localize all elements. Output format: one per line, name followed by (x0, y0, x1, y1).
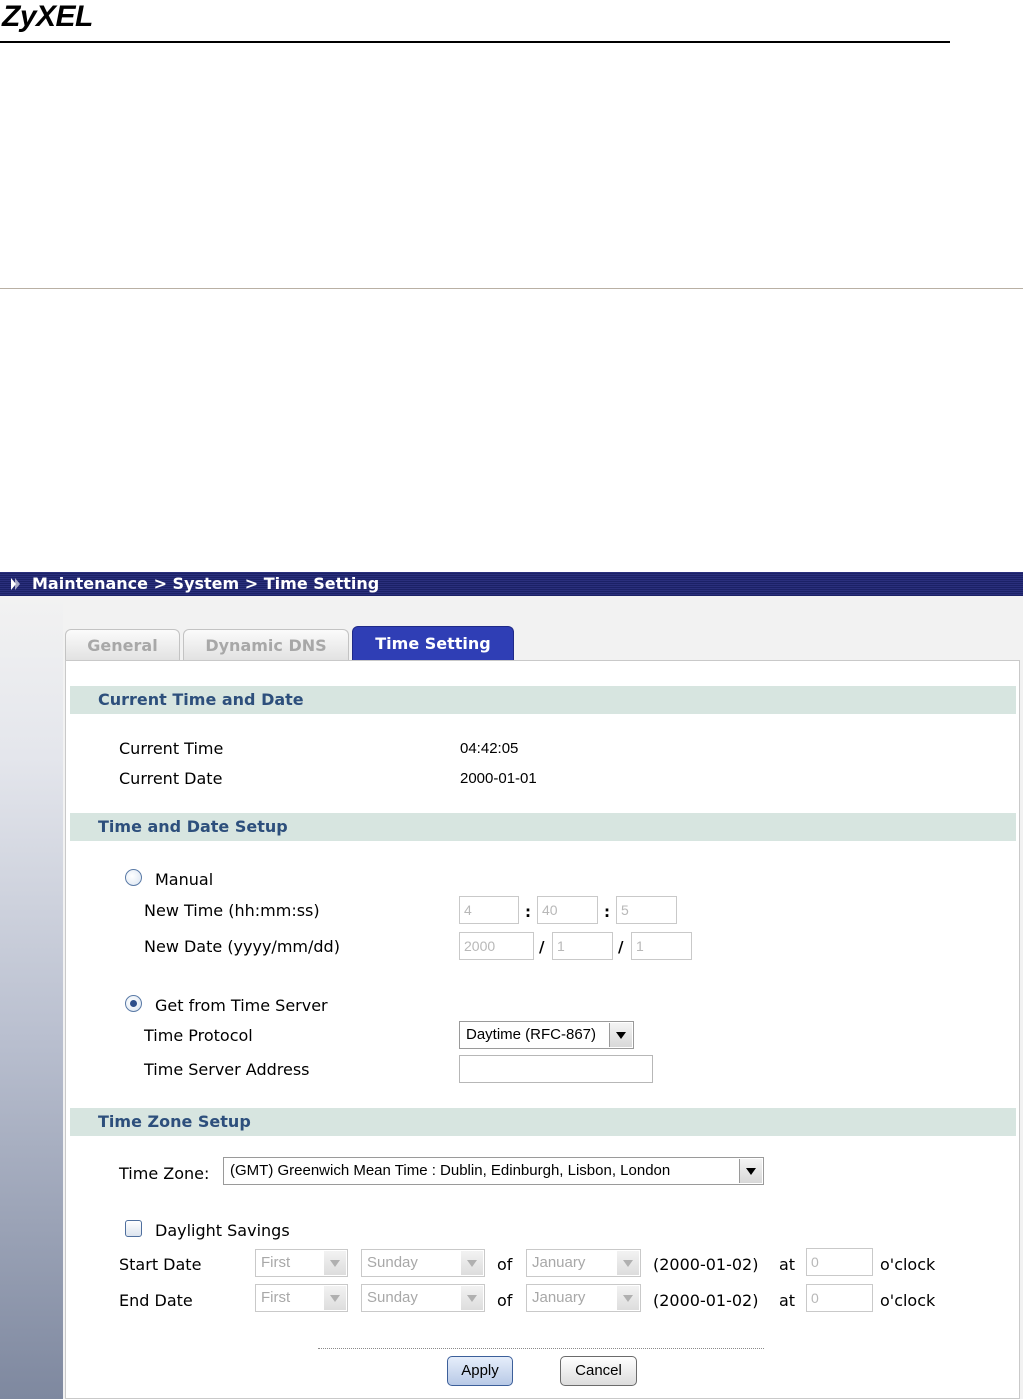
actions-divider (318, 1348, 764, 1349)
start-day-value: Sunday (367, 1254, 418, 1271)
current-time-value: 04:42:05 (460, 740, 519, 757)
end-computed-date: (2000-01-02) (653, 1291, 759, 1310)
of-label: of (497, 1255, 513, 1274)
end-date-label: End Date (119, 1291, 193, 1310)
start-date-label: Start Date (119, 1255, 202, 1274)
time-zone-label: Time Zone: (119, 1164, 210, 1183)
start-computed-date: (2000-01-02) (653, 1255, 759, 1274)
current-date-value: 2000-01-01 (460, 770, 537, 787)
breadcrumb: Maintenance > System > Time Setting (32, 574, 380, 593)
start-week-value: First (261, 1254, 291, 1271)
zyxel-logo: ZyXEL (2, 0, 93, 33)
cancel-button[interactable]: Cancel (560, 1356, 637, 1386)
time-separator: : (525, 903, 531, 921)
separator-rule (0, 288, 1023, 289)
end-hour-input[interactable]: 0 (806, 1284, 873, 1312)
end-day-value: Sunday (367, 1289, 418, 1306)
date-separator: / (618, 938, 624, 956)
header-rule (0, 41, 950, 43)
new-date-day-input[interactable]: 1 (631, 932, 692, 960)
time-protocol-value: Daytime (RFC-867) (466, 1026, 597, 1043)
start-week-select[interactable] (255, 1249, 348, 1277)
at-label: at (779, 1255, 796, 1274)
time-separator: : (604, 903, 610, 921)
end-month-value: January (532, 1289, 586, 1306)
oclock-label: o'clock (880, 1291, 936, 1310)
start-hour-input[interactable]: 0 (806, 1248, 873, 1276)
chevron-down-icon[interactable] (324, 1251, 346, 1275)
new-time-label: New Time (hh:mm:ss) (144, 901, 320, 920)
daylight-savings-checkbox[interactable] (125, 1220, 142, 1237)
time-protocol-select[interactable] (459, 1021, 634, 1049)
time-protocol-label: Time Protocol (144, 1026, 253, 1045)
start-month-select[interactable] (526, 1249, 641, 1277)
breadcrumb-arrow-icon (10, 577, 22, 591)
tab-time-setting[interactable]: Time Setting (352, 626, 514, 660)
chevron-down-icon[interactable] (617, 1286, 639, 1310)
end-week-value: First (261, 1289, 291, 1306)
tab-dynamic-dns[interactable]: Dynamic DNS (183, 629, 349, 660)
date-separator: / (539, 938, 545, 956)
current-time-label: Current Time (119, 739, 224, 758)
left-gradient-bar (0, 596, 63, 1399)
at-label: at (779, 1291, 796, 1310)
chevron-down-icon[interactable] (609, 1023, 632, 1047)
time-server-address-input[interactable] (459, 1055, 653, 1083)
section-time-zone-setup: Time Zone Setup (70, 1108, 1016, 1136)
time-server-label: Get from Time Server (155, 996, 328, 1015)
apply-button[interactable]: Apply (447, 1356, 513, 1386)
of-label: of (497, 1291, 513, 1310)
new-date-label: New Date (yyyy/mm/dd) (144, 937, 340, 956)
section-current-time: Current Time and Date (70, 686, 1016, 714)
time-zone-select[interactable] (223, 1157, 764, 1185)
new-time-second-input[interactable]: 5 (616, 896, 677, 924)
manual-label: Manual (155, 870, 214, 889)
end-week-select[interactable] (255, 1284, 348, 1312)
new-date-month-input[interactable]: 1 (552, 932, 613, 960)
section-time-date-setup: Time and Date Setup (70, 813, 1016, 841)
start-day-select[interactable] (361, 1249, 485, 1277)
time-zone-value: (GMT) Greenwich Mean Time : Dublin, Edinburgh, Lisbon, London (230, 1162, 671, 1179)
chevron-down-icon[interactable] (739, 1159, 762, 1183)
end-month-select[interactable] (526, 1284, 641, 1312)
new-date-year-input[interactable]: 2000 (459, 932, 534, 960)
oclock-label: o'clock (880, 1255, 936, 1274)
tab-general[interactable]: General (65, 629, 180, 660)
end-day-select[interactable] (361, 1284, 485, 1312)
app-window (0, 572, 1023, 1399)
time-server-radio[interactable] (125, 995, 142, 1012)
title-bar (0, 572, 1023, 596)
current-date-label: Current Date (119, 769, 223, 788)
new-time-minute-input[interactable]: 40 (537, 896, 598, 924)
chevron-down-icon[interactable] (617, 1251, 639, 1275)
chevron-down-icon[interactable] (461, 1251, 483, 1275)
radio-selected-dot (130, 1000, 137, 1007)
time-server-address-label: Time Server Address (144, 1060, 310, 1079)
daylight-savings-label: Daylight Savings (155, 1221, 290, 1240)
start-month-value: January (532, 1254, 586, 1271)
chevron-down-icon[interactable] (324, 1286, 346, 1310)
new-time-hour-input[interactable]: 4 (459, 896, 519, 924)
chevron-down-icon[interactable] (461, 1286, 483, 1310)
manual-radio[interactable] (125, 869, 142, 886)
